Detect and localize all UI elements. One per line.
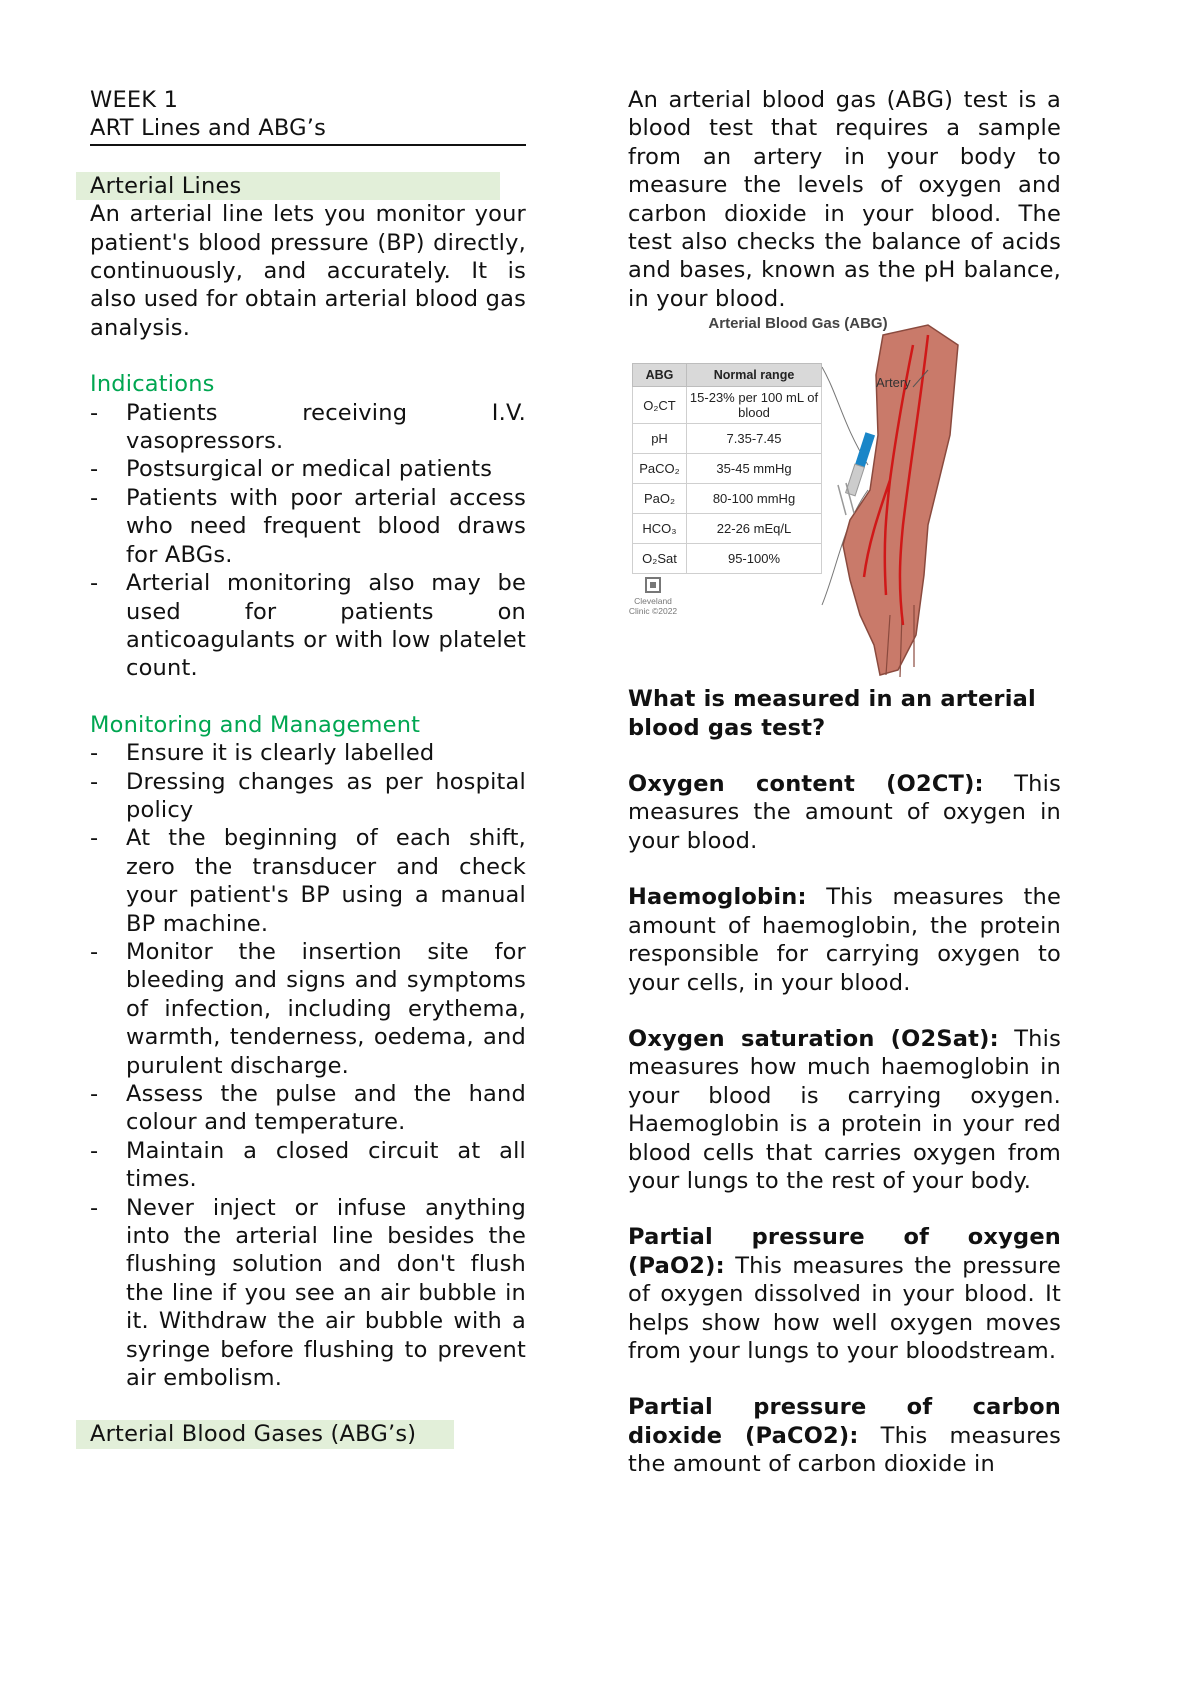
- table-row: HCO₃ 22-26 mEq/L: [633, 514, 822, 544]
- table-header: Normal range: [687, 364, 822, 387]
- table-header: ABG: [633, 364, 687, 387]
- list-item: - Patients receiving I.V. vasopressors.: [90, 399, 526, 455]
- logo-icon: [645, 577, 661, 593]
- measure-item: Partial pressure of oxygen (PaO2): This measures the pressure of oxygen dissolved in your blood. It helps show how well oxygen moves from your lungs to your bloodstream.: [628, 1224, 1061, 1364]
- list-item: - Maintain a closed circuit at all times.: [90, 1137, 526, 1193]
- right-column: [628, 0, 1061, 1479]
- list-item: - Patients with poor arterial access who need frequent blood draws for ABGs.: [90, 484, 526, 568]
- list-item: - Monitor the insertion site for bleeding and signs and symptoms of infection, including erythema, warmth, tenderness, oedema, and purulent discharge.: [90, 938, 526, 1079]
- list-item: - Ensure it is clearly labelled: [90, 740, 435, 767]
- measure-item: Haemoglobin: This measures the amount of haemoglobin, the protein responsible for carrying oxygen to your cells, in your blood.: [628, 884, 1061, 996]
- table-row: PaCO₂ 35-45 mmHg: [633, 454, 822, 484]
- left-column: [90, 0, 526, 1449]
- measure-item: Oxygen saturation (O2Sat): This measures how much haemoglobin in your blood is carrying oxygen. Haemoglobin is a protein in your red blood cells that carries oxygen from your lungs to the rest of your body.: [628, 1025, 1061, 1194]
- measure-item: Partial pressure of carbon dioxide (PaCO2): This measures the amount of carbon dioxide in: [628, 1394, 1061, 1478]
- table-row: O₂CT 15-23% per 100 mL of blood: [633, 387, 822, 424]
- list-item: - Arterial monitoring also may be used for patients on anticoagulants or with low platelet count.: [90, 570, 526, 682]
- measure-item: Oxygen content (O2CT): This measures the amount of oxygen in your blood.: [628, 771, 1061, 854]
- catheter-icon: [855, 433, 875, 468]
- abg-normal-range-table: [632, 363, 822, 574]
- abg-figure: [628, 315, 1061, 685]
- question-heading: What is measured in an arterial blood gas test?: [628, 686, 1036, 741]
- list-item: - Dressing changes as per hospital policy: [90, 768, 526, 823]
- list-item: - Postsurgical or medical patients: [90, 456, 493, 483]
- section-heading-arterial-lines: Arterial Lines: [76, 172, 500, 200]
- list-item: - Never inject or infuse anything into the arterial line besides the flushing solution and don't flush the line if you see an air bubble in it. Withdraw the air bubble with a syringe before flushing to prevent air embolism.: [90, 1194, 526, 1392]
- week-label: WEEK 1: [90, 87, 179, 113]
- list-item: - Assess the pulse and the hand colour and temperature.: [90, 1081, 526, 1136]
- section-heading-abg: Arterial Blood Gases (ABG’s): [76, 1420, 454, 1448]
- monitoring-heading: Monitoring and Management: [90, 711, 421, 738]
- artery-label: Artery: [876, 375, 911, 391]
- table-row: PaO₂ 80-100 mmHg: [633, 484, 822, 514]
- document-title: ART Lines and ABG’s: [90, 114, 526, 145]
- abg-intro: An arterial blood gas (ABG) test is a blood test that requires a sample from an artery in your body to measure the levels of oxygen and carbon dioxide in your blood. The test also checks the balance of acids and bases, known as the pH balance, in your blood.: [628, 87, 1061, 312]
- figure-title: Arterial Blood Gas (ABG): [708, 315, 888, 333]
- list-item: - At the beginning of each shift, zero the transducer and check your patient's BP using a manual BP machine.: [90, 825, 526, 937]
- indications-list: [90, 399, 526, 683]
- arterial-lines-intro: An arterial line lets you monitor your patient's blood pressure (BP) directly, continuously, and accurately. It is also used for obtain arterial blood gas analysis.: [90, 201, 526, 341]
- table-header-row: [633, 364, 822, 387]
- cleveland-clinic-logo: Cleveland Clinic ©2022: [628, 577, 678, 616]
- table-row: O₂Sat 95-100%: [633, 544, 822, 574]
- indications-heading: Indications: [90, 371, 215, 398]
- monitoring-list: [90, 739, 526, 1392]
- table-row: pH 7.35-7.45: [633, 424, 822, 454]
